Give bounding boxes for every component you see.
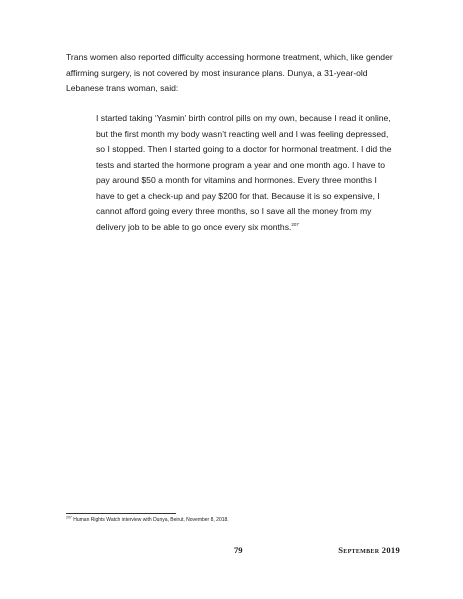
- footnote: [66, 517, 406, 524]
- page-number: 79: [234, 545, 243, 555]
- footnote-reference[interactable]: 207: [291, 221, 299, 227]
- page-date: September 2019: [338, 545, 400, 555]
- intro-paragraph: Trans women also reported difficulty accessing hormone treatment, which, like gender affirming surgery, is not covered by most insurance plans. Dunya, a 31-year-old Lebanese trans woman, said:: [66, 52, 393, 93]
- footnote-number: 207: [66, 515, 72, 520]
- block-quote: [96, 111, 396, 235]
- footnote-text: Human Rights Watch interview with Dunya, Beirut, November 8, 2018.: [73, 517, 229, 523]
- footnote-divider: [66, 513, 176, 514]
- block-quote-text: I started taking ‘Yasmin’ birth control pills on my own, because I read it online, but the first month my body wasn’t reacting well and I was feeling depressed, so I stopped. Then I started going to a doctor for hormonal treatment. I did the tests and started the hormone program a year and one month ago. I have to pay around $50 a month for vitamins and hormones. Every three months I have to get a check-up and pay $200 for that. Because it is so expensive, I cannot afford going every three months, so I save all the money from my delivery job to be able to go once every six months.: [96, 113, 392, 232]
